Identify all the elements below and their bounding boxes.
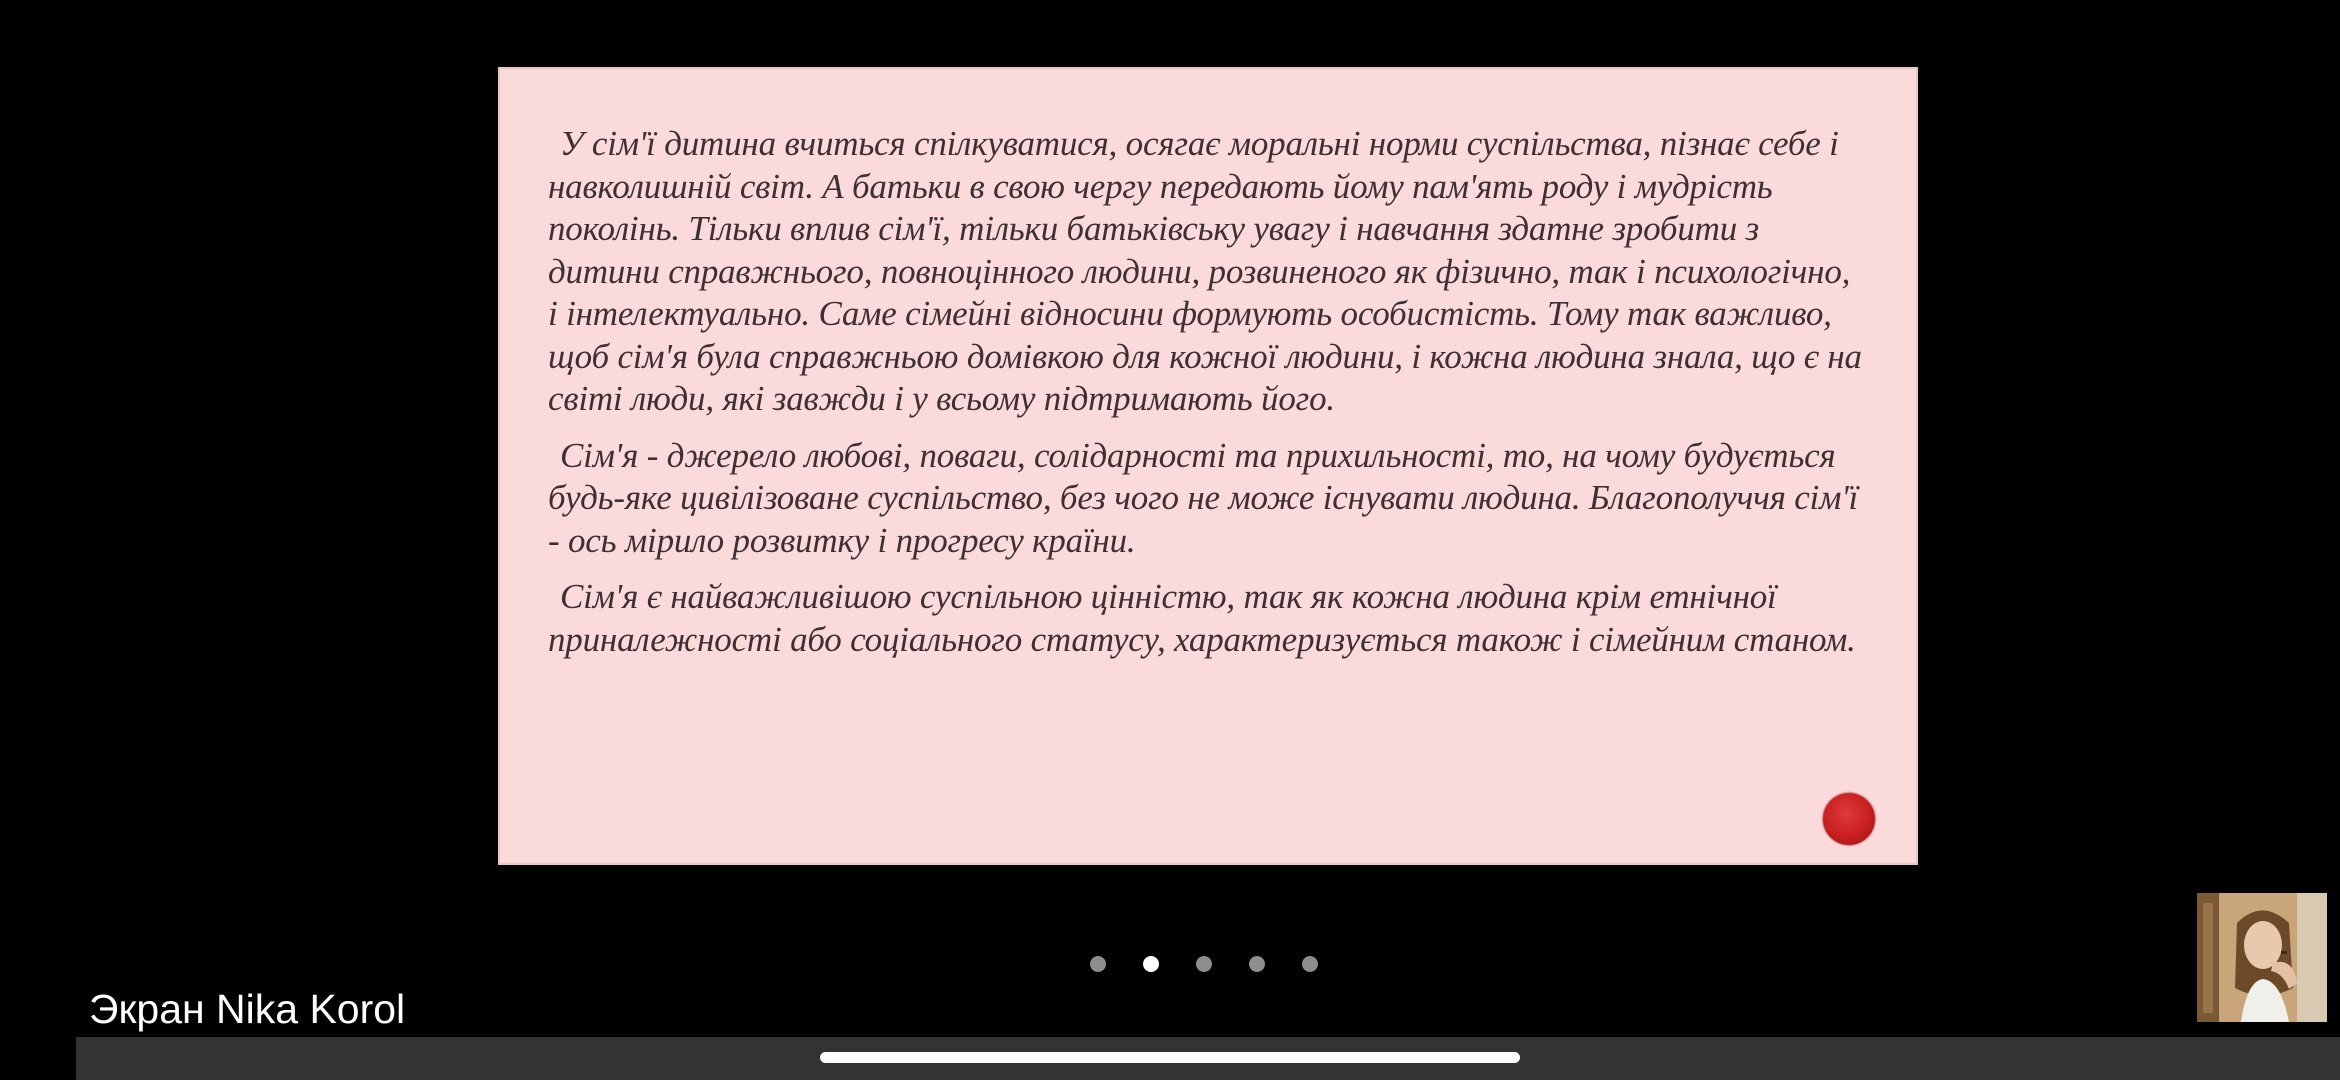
- page-dot-2[interactable]: [1143, 956, 1159, 972]
- home-indicator-handle[interactable]: [820, 1052, 1520, 1063]
- participant-video-thumbnail[interactable]: [2197, 893, 2327, 1022]
- participant-avatar-icon: [2197, 893, 2327, 1022]
- page-dot-3[interactable]: [1196, 956, 1212, 972]
- page-indicator[interactable]: [1090, 956, 1318, 972]
- page-dot-1[interactable]: [1090, 956, 1106, 972]
- presentation-slide: [498, 67, 1918, 865]
- slide-paragraph-1: У сім'ї дитина вчиться спілкуватися, осягає моральні норми суспільства, пізнає себе і навколишній світ. А батьки в свою чергу передають йому пам'ять роду і мудрість поколінь. Тільки вплив сім'ї, тільки батьківську увагу і навчання здатне зробити з дитини справжнього, повноцінного людини, розвиненого як фізично, так і психологічно, і інтелектуально. Саме сімейні відносини формують особистість. Тому так важливо, щоб сім'я була справжньою домівкою для кожної людини, і кожна людина знала, що є на світі люди, які завжди і у всьому підтримають його.: [548, 124, 1862, 418]
- screen-share-label: Экран Nika Korol: [89, 986, 406, 1032]
- slide-paragraph-3: Сім'я є найважливішою суспільною цінністю, так як кожна людина крім етнічної приналежності або соціального статусу, характеризується також і сімейним станом.: [548, 577, 1856, 659]
- red-circle-icon: [1823, 793, 1875, 845]
- page-dot-5[interactable]: [1302, 956, 1318, 972]
- page-dot-4[interactable]: [1249, 956, 1265, 972]
- slide-paragraph-2: Сім'я - джерело любові, поваги, солідарності та прихильності, то, на чому будується будь-яке цивілізоване суспільство, без чого не може існувати людина. Благополуччя сім'ї - ось мірило розвитку і прогресу країни.: [548, 435, 1859, 560]
